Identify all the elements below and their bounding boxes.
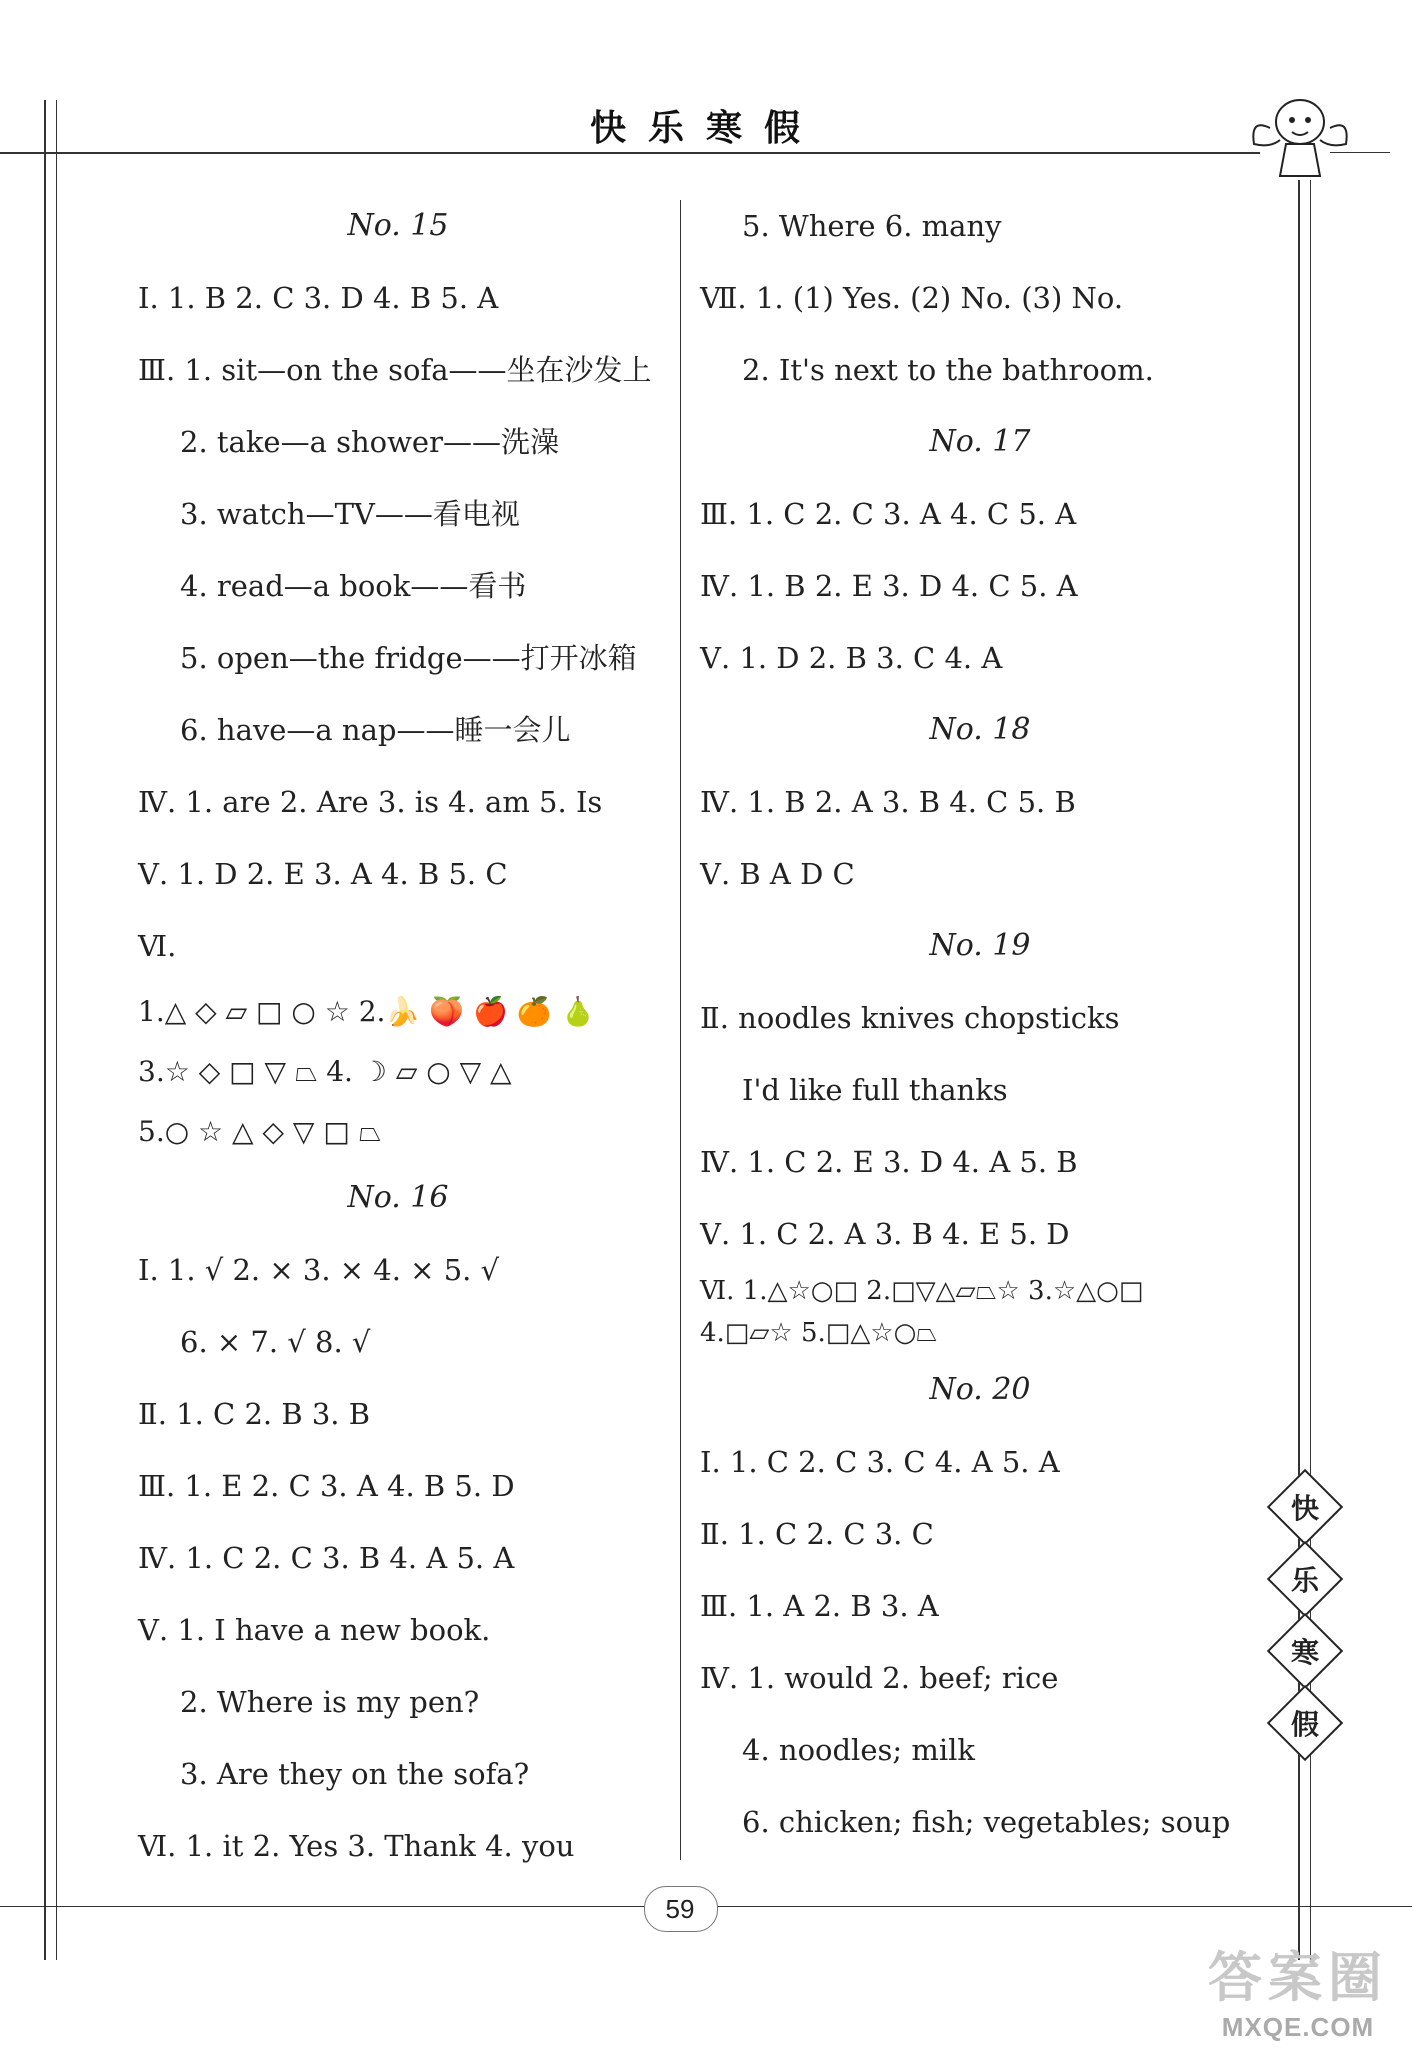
page-title: 快乐寒假 bbox=[589, 107, 822, 149]
answer-line: Ⅳ. 1. would 2. beef; rice bbox=[700, 1661, 1059, 1695]
answer-line: Ⅴ. 1. I have a new book. bbox=[138, 1613, 491, 1647]
side-tab bbox=[1267, 1541, 1343, 1617]
answer-line: Ⅰ. 1. √ 2. × 3. × 4. × 5. √ bbox=[138, 1253, 500, 1287]
answer-line: 1.△ ◇ ▱ □ ○ ☆ 2.🍌 🍑 🍎 🍊 🍐 bbox=[138, 995, 596, 1028]
answer-line: 2. Where is my pen? bbox=[180, 1685, 480, 1719]
answer-line: Ⅵ. 1.△☆○□ 2.□▽△▱⏢☆ 3.☆△○□ bbox=[700, 1276, 1144, 1306]
side-tab bbox=[1267, 1613, 1343, 1689]
answer-line: 6. × 7. √ 8. √ bbox=[180, 1325, 371, 1359]
side-tab-label: 乐 bbox=[1290, 1563, 1320, 1597]
answer-line: Ⅵ. 1. it 2. Yes 3. Thank 4. you bbox=[138, 1829, 575, 1863]
answer-line: 4.□▱☆ 5.□△☆○⏢ bbox=[700, 1318, 938, 1348]
answer-line: Ⅵ. bbox=[138, 929, 177, 963]
answer-line: Ⅴ. 1. D 2. E 3. A 4. B 5. C bbox=[138, 857, 508, 891]
answer-line: 6. chicken; fish; vegetables; soup bbox=[742, 1805, 1231, 1839]
answer-line: 3. watch—TV——看电视 bbox=[180, 497, 520, 531]
answer-line: Ⅲ. 1. A 2. B 3. A bbox=[700, 1589, 939, 1623]
left-vertical-rule-1 bbox=[44, 100, 46, 1960]
answer-line: Ⅰ. 1. B 2. C 3. D 4. B 5. A bbox=[138, 281, 499, 315]
answer-line: 5. Where 6. many bbox=[742, 209, 1002, 243]
watermark-url: MXQE.COM bbox=[1221, 2012, 1375, 2042]
section-heading: No. 20 bbox=[929, 1372, 1031, 1407]
answer-line: 3. Are they on the sofa? bbox=[180, 1757, 530, 1791]
answer-line: 2. It's next to the bathroom. bbox=[742, 353, 1154, 387]
answer-line: Ⅱ. noodles knives chopsticks bbox=[700, 1001, 1120, 1035]
answer-line: 4. noodles; milk bbox=[742, 1733, 975, 1767]
watermark bbox=[1208, 1935, 1388, 2043]
answer-line: Ⅲ. 1. C 2. C 3. A 4. C 5. A bbox=[700, 497, 1077, 531]
answer-line: 5. open—the fridge——打开冰箱 bbox=[180, 641, 637, 675]
answer-line: Ⅳ. 1. C 2. C 3. B 4. A 5. A bbox=[138, 1541, 515, 1575]
page-number: 59 bbox=[665, 1894, 695, 1924]
right-answer-column bbox=[700, 190, 1260, 1858]
answer-line: Ⅴ. B A D C bbox=[700, 857, 855, 891]
answer-line: Ⅳ. 1. B 2. A 3. B 4. C 5. B bbox=[700, 785, 1076, 819]
answer-line: Ⅱ. 1. C 2. B 3. B bbox=[138, 1397, 371, 1431]
answer-line: Ⅴ. 1. C 2. A 3. B 4. E 5. D bbox=[700, 1217, 1070, 1251]
answer-line: Ⅳ. 1. C 2. E 3. D 4. A 5. B bbox=[700, 1145, 1078, 1179]
answer-line: Ⅱ. 1. C 2. C 3. C bbox=[700, 1517, 934, 1551]
section-heading: No. 16 bbox=[347, 1180, 449, 1215]
side-tab-label: 寒 bbox=[1290, 1635, 1320, 1669]
answer-line: Ⅴ. 1. D 2. B 3. C 4. A bbox=[700, 641, 1003, 675]
header-rule bbox=[0, 152, 1260, 154]
section-heading: No. 15 bbox=[347, 208, 449, 243]
side-tab-label: 假 bbox=[1290, 1707, 1320, 1741]
side-tab bbox=[1267, 1685, 1343, 1761]
answer-line: 4. read—a book——看书 bbox=[180, 569, 527, 603]
column-divider bbox=[680, 200, 681, 1860]
answer-line: Ⅶ. 1. (1) Yes. (2) No. (3) No. bbox=[700, 281, 1124, 315]
section-heading: No. 18 bbox=[929, 712, 1031, 747]
angel-mascot-icon bbox=[1240, 88, 1360, 180]
side-tabs bbox=[1270, 1480, 1340, 1768]
side-tab-label: 快 bbox=[1290, 1491, 1320, 1525]
watermark-logo-text: 答案圈 bbox=[1208, 1948, 1388, 2008]
section-heading: No. 17 bbox=[929, 424, 1031, 459]
section-heading: No. 19 bbox=[929, 928, 1031, 963]
answer-line: I'd like full thanks bbox=[742, 1073, 1008, 1107]
answer-line: 5.○ ☆ △ ◇ ▽ □ ⏢ bbox=[138, 1115, 382, 1148]
side-tab bbox=[1267, 1469, 1343, 1545]
left-answer-column bbox=[138, 190, 658, 1882]
answer-line: 2. take—a shower——洗澡 bbox=[180, 425, 559, 459]
answer-line: Ⅳ. 1. are 2. Are 3. is 4. am 5. Is bbox=[138, 785, 603, 819]
answer-line: 6. have—a nap——睡一会儿 bbox=[180, 713, 571, 747]
answer-line: Ⅲ. 1. E 2. C 3. A 4. B 5. D bbox=[138, 1469, 515, 1503]
answer-line: Ⅳ. 1. B 2. E 3. D 4. C 5. A bbox=[700, 569, 1078, 603]
left-vertical-rule-2 bbox=[56, 100, 57, 1960]
answer-line: 3.☆ ◇ □ ▽ ⏢ 4. ☽ ▱ ○ ▽ △ bbox=[138, 1055, 512, 1088]
answer-line: Ⅲ. 1. sit—on the sofa——坐在沙发上 bbox=[138, 353, 652, 387]
answer-line: Ⅰ. 1. C 2. C 3. C 4. A 5. A bbox=[700, 1445, 1060, 1479]
